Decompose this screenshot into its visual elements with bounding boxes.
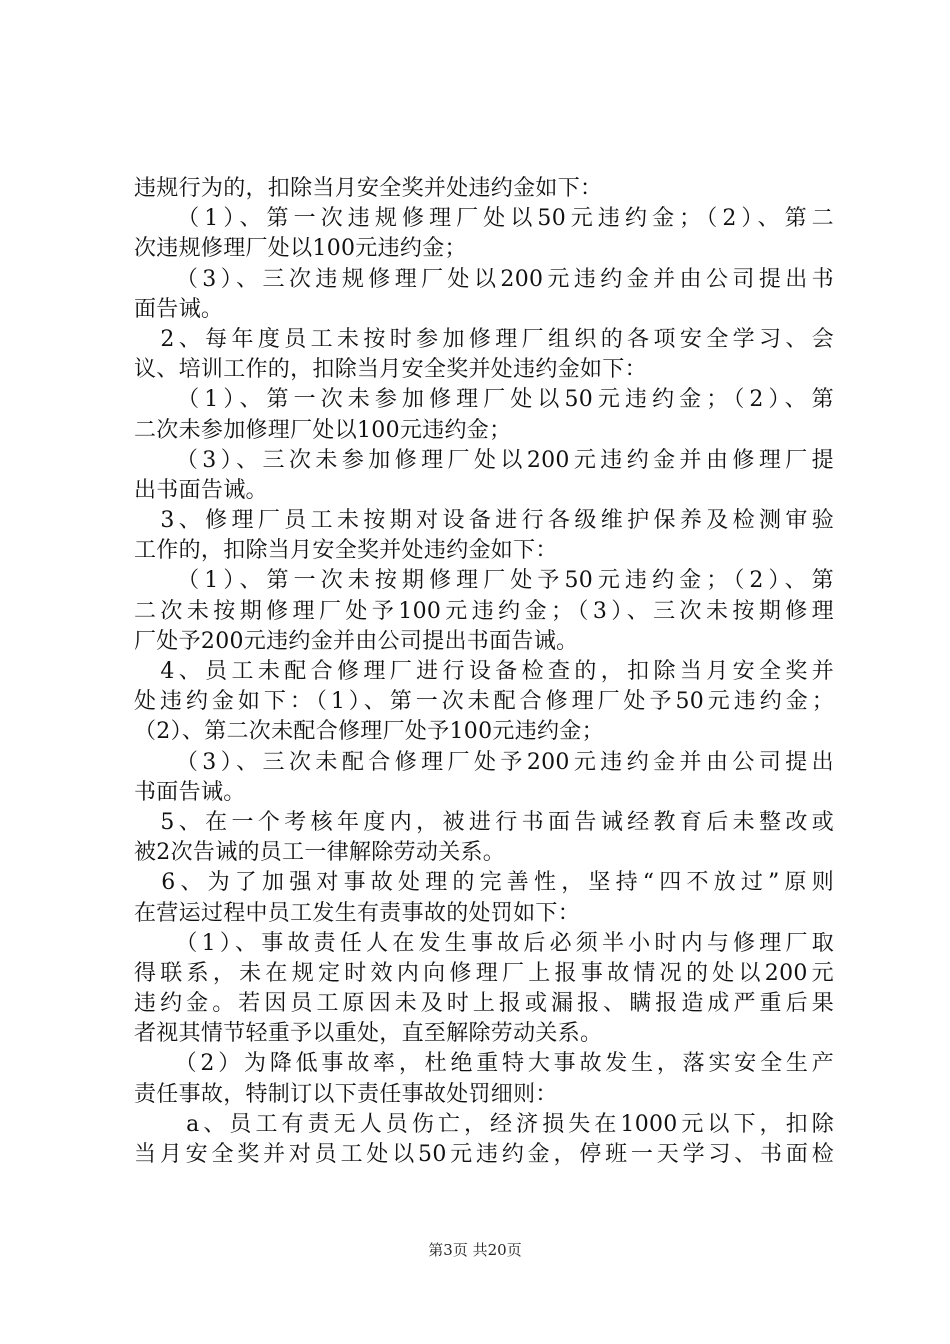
text-line: 次违规修理厂处以100元违约金； [134, 236, 467, 262]
text-line: 当月安全奖并对员工处以50元违约金，停班一天学习、书面检 [134, 1142, 834, 1167]
text-line: 得联系，未在规定时效内向修理厂上报事故情况的处以200元 [134, 960, 834, 986]
text-line: （1）、事故责任人在发生事故后必须半小时内与修理厂取 [134, 930, 834, 956]
text-line: 在营运过程中员工发生有责事故的处罚如下： [134, 900, 581, 926]
text-line: 责任事故，特制订以下责任事故处罚细则： [134, 1081, 558, 1107]
text-line: 工作的，扣除当月安全奖并处违约金如下： [134, 538, 558, 564]
text-line: 违规行为的，扣除当月安全奖并处违约金如下： [134, 176, 603, 201]
text-line: 2、每年度员工未按时参加修理厂组织的各项安全学习、会 [134, 326, 834, 352]
text-line: a、员工有责无人员伤亡，经济损失在1000元以下，扣除 [134, 1111, 834, 1137]
text-line: 3、修理厂员工未按期对设备进行各级维护保养及检测审验 [134, 508, 834, 534]
text-line: 处违约金如下：（1）、第一次未配合修理厂处予50元违约金； [134, 689, 834, 715]
text-line: 被2次告诫的员工一律解除劳动关系。 [134, 840, 506, 866]
text-line: （2）为降低事故率，杜绝重特大事故发生，落实安全生产 [134, 1051, 834, 1077]
text-line: 者视其情节轻重予以重处，直至解除劳动关系。 [134, 1021, 603, 1047]
document-body [134, 174, 834, 1170]
text-line: 二次未参加修理厂处以100元违约金； [134, 417, 512, 443]
text-line: 违约金。若因员工原因未及时上报或漏报、瞒报造成严重后果 [134, 991, 834, 1017]
text-line: （1）、第一次未按期修理厂处予50元违约金；（2）、第 [134, 568, 834, 594]
page-number-footer: 第3页 共20页 [428, 1241, 522, 1259]
text-line: （2）、第二次未配合修理厂处予100元违约金； [134, 719, 604, 745]
text-line: （1）、第一次未参加修理厂处以50元违约金；（2）、第 [134, 387, 834, 413]
text-line: （3）、三次违规修理厂处以200元违约金并由公司提出书 [134, 266, 834, 292]
text-line: 书面告诫。 [134, 779, 246, 805]
text-line: 4、员工未配合修理厂进行设备检查的，扣除当月安全奖并 [134, 659, 834, 684]
text-line: 面告诫。 [134, 296, 224, 322]
text-line: 二次未按期修理厂处予100元违约金；（3）、三次未按期修理 [134, 598, 834, 624]
text-line: 议、培训工作的，扣除当月安全奖并处违约金如下： [134, 357, 647, 383]
text-line: 厂处予200元违约金并由公司提出书面告诫。 [134, 628, 579, 654]
text-line: （3）、三次未参加修理厂处以200元违约金并由修理厂提 [134, 447, 834, 473]
text-line: 5、在一个考核年度内，被进行书面告诫经教育后未整改或 [134, 809, 834, 835]
text-line: （1）、第一次违规修理厂处以50元违约金；（2）、第二 [134, 206, 834, 232]
text-line: 出书面告诫。 [134, 477, 268, 503]
text-line: 6、为了加强对事故处理的完善性，坚持“四不放过”原则 [134, 870, 834, 896]
text-line: （3）、三次未配合修理厂处予200元违约金并由公司提出 [134, 749, 834, 775]
